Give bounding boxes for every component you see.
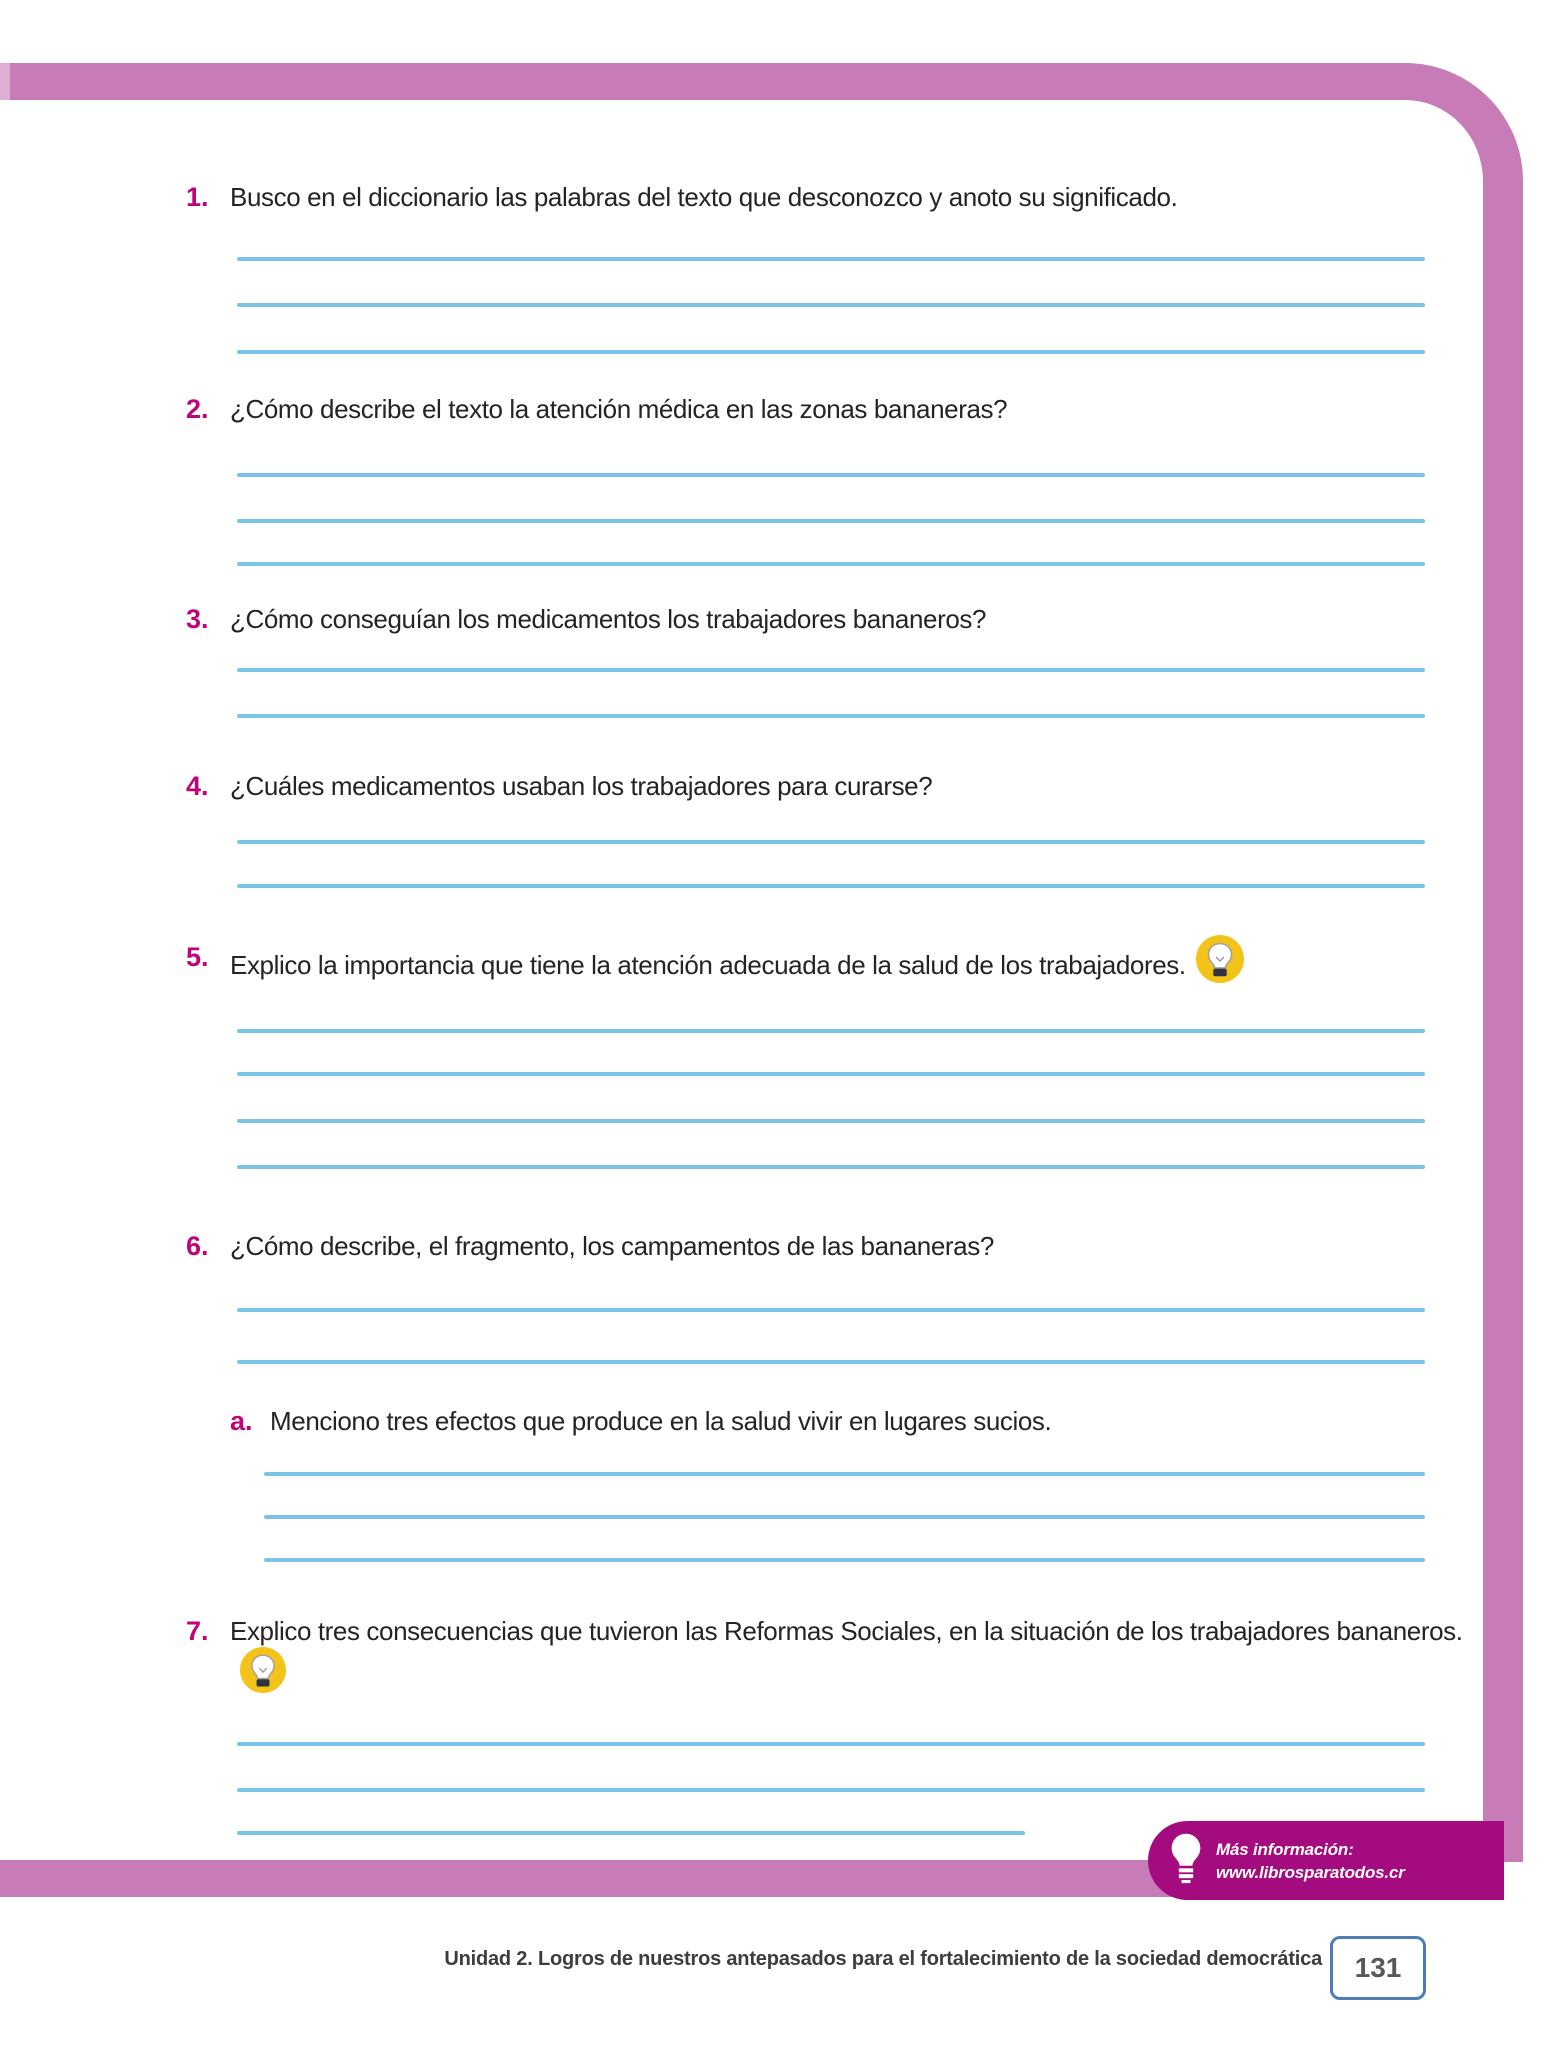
question-number: 1. (186, 182, 209, 212)
question-1 (186, 178, 1476, 216)
question-number: 6. (186, 1231, 209, 1261)
question-number: 3. (186, 604, 209, 634)
question-number: 4. (186, 771, 209, 801)
question-number: 7. (186, 1616, 209, 1646)
lightbulb-icon (1196, 935, 1244, 993)
question-text-span: Explico la importancia que tiene la atención adecuada de la salud de los trabajadores. (230, 949, 1186, 980)
question-6 (186, 1227, 1476, 1265)
question-number: 2. (186, 394, 209, 424)
answer-line (237, 473, 1425, 477)
question-text: ¿Cómo describe, el fragmento, los campamentos de las bananeras? (230, 1231, 994, 1261)
question-6a (230, 1402, 1520, 1440)
answer-line (237, 1360, 1425, 1364)
lightbulb-badge-icon (1168, 1832, 1204, 1889)
question-text: ¿Cómo describe el texto la atención médica en las zonas bananeras? (230, 394, 1008, 424)
answer-line (264, 1558, 1425, 1562)
answer-line (237, 562, 1425, 566)
answer-line (237, 519, 1425, 523)
question-text: ¿Cómo conseguían los medicamentos los trabajadores bananeros? (230, 604, 987, 634)
question-4 (186, 767, 1476, 805)
answer-line (237, 668, 1425, 672)
answer-line (237, 1165, 1425, 1169)
answer-line (237, 884, 1425, 888)
page-number: 131 (1330, 1936, 1426, 2000)
more-info-badge (1148, 1821, 1504, 1900)
question-2 (186, 390, 1476, 428)
answer-line (237, 350, 1425, 354)
question-number: 5. (186, 942, 209, 972)
question-text (230, 938, 1476, 996)
question-number: a. (230, 1406, 253, 1436)
answer-line (237, 257, 1425, 261)
answer-line (237, 1788, 1425, 1792)
answer-line (237, 1072, 1425, 1076)
badge-label: Más información: (1216, 1839, 1354, 1859)
question-text: Busco en el diccionario las palabras del texto que desconozco y anoto su significado. (230, 182, 1178, 212)
question-3 (186, 600, 1476, 638)
question-text (230, 1612, 1476, 1706)
question-text: Menciono tres efectos que produce en la salud vivir en lugares sucios. (270, 1406, 1052, 1436)
answer-line (237, 1029, 1425, 1033)
footer-unit-title: Unidad 2. Logros de nuestros antepasados para el fortalecimiento de la sociedad democrática (444, 1948, 1322, 1970)
question-text: ¿Cuáles medicamentos usaban los trabajadores para curarse? (230, 771, 933, 801)
frame-left-sliver (0, 63, 10, 100)
answer-line (237, 1831, 1025, 1835)
answer-line (237, 303, 1425, 307)
badge-url: www.librosparatodos.cr (1216, 1862, 1405, 1882)
answer-line (237, 714, 1425, 718)
question-5 (186, 938, 1476, 996)
answer-line (264, 1515, 1425, 1519)
question-7 (186, 1612, 1476, 1706)
lightbulb-icon (240, 1647, 286, 1703)
answer-line (264, 1472, 1425, 1476)
answer-line (237, 1119, 1425, 1123)
answer-line (237, 1308, 1425, 1312)
question-text-span: Explico tres consecuencias que tuvieron las Reformas Sociales, en la situación de los trabajadores bananeros. (230, 1616, 1463, 1646)
answer-line (237, 840, 1425, 844)
answer-line (237, 1742, 1425, 1746)
